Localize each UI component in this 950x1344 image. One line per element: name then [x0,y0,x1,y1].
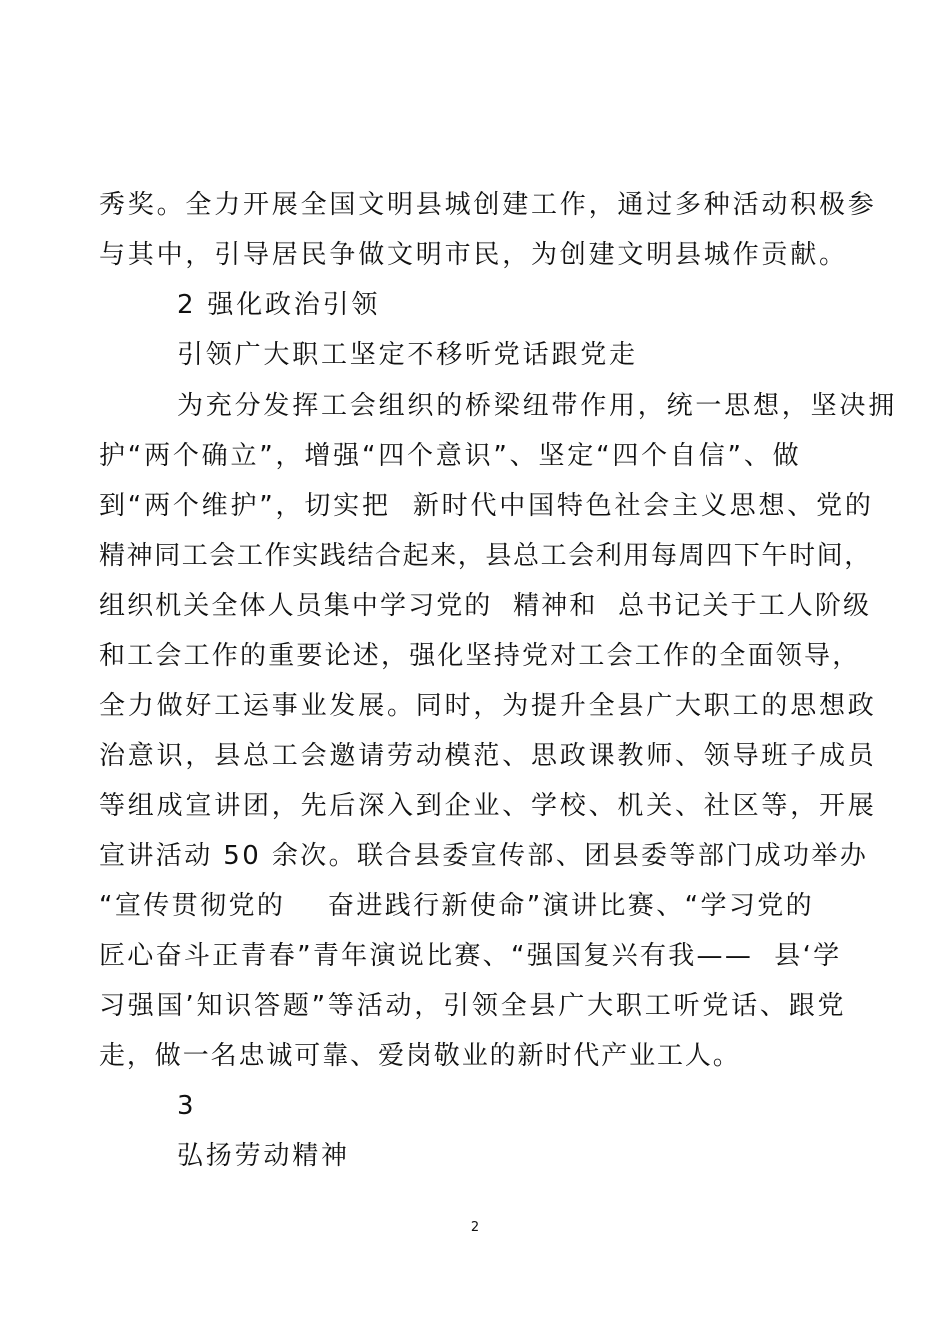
text-line-2: 与其中，引导居民争做文明市民，为创建文明县城作贡献。 [99,240,848,270]
text-line-17: 习强国’知识答题”等活动，引领全县广大职工听党话、跟党 [99,991,847,1021]
section-number: 3 [177,1091,197,1121]
text-line-18: 走，做一名忠诚可靠、爱岗敬业的新时代产业工人。 [99,1041,741,1071]
subheading: 引领广大职工坚定不移听党话跟党走 [177,340,638,370]
text-line-15: “宣传贯彻党的 奋进践行新使命”演讲比赛、“学习党的 [99,891,815,921]
text-line-14: 宣讲活动 50 余次。联合县委宣传部、团县委等部门成功举办 [99,841,869,871]
text-line-9: 组织机关全体人员集中学习党的 精神和 总书记关于工人阶级 [99,591,872,621]
text-line-8: 精神同工会工作实践结合起来，县总工会利用每周四下午时间， [99,541,872,571]
text-line-7: 到“两个维护”，切实把 新时代中国特色社会主义思想、党的 [99,491,874,521]
section-title: 弘扬劳动精神 [177,1141,350,1171]
text-line-11: 全力做好工运事业发展。同时，为提升全县广大职工的思想政 [99,691,877,721]
text-line-5: 为充分发挥工会组织的桥梁纽带作用，统一思想，坚决拥 [177,391,898,421]
text-line-6: 护“两个确立”，增强“四个意识”、坚定“四个自信”、做 [99,441,802,471]
text-line-1: 秀奖。全力开展全国文明县城创建工作，通过多种活动积极参 [99,190,877,220]
section-heading: 2 强化政治引领 [177,290,381,320]
text-line-13: 等组成宣讲团，先后深入到企业、学校、机关、社区等，开展 [99,791,877,821]
page-number: 2 [470,1220,480,1235]
text-line-10: 和工会工作的重要论述，强化坚持党对工会工作的全面领导， [99,641,861,671]
text-line-12: 治意识，县总工会邀请劳动模范、思政课教师、领导班子成员 [99,741,877,771]
text-line-16: 匠心奋斗正青春”青年演说比赛、“强国复兴有我—— 县‘学 [99,941,842,971]
